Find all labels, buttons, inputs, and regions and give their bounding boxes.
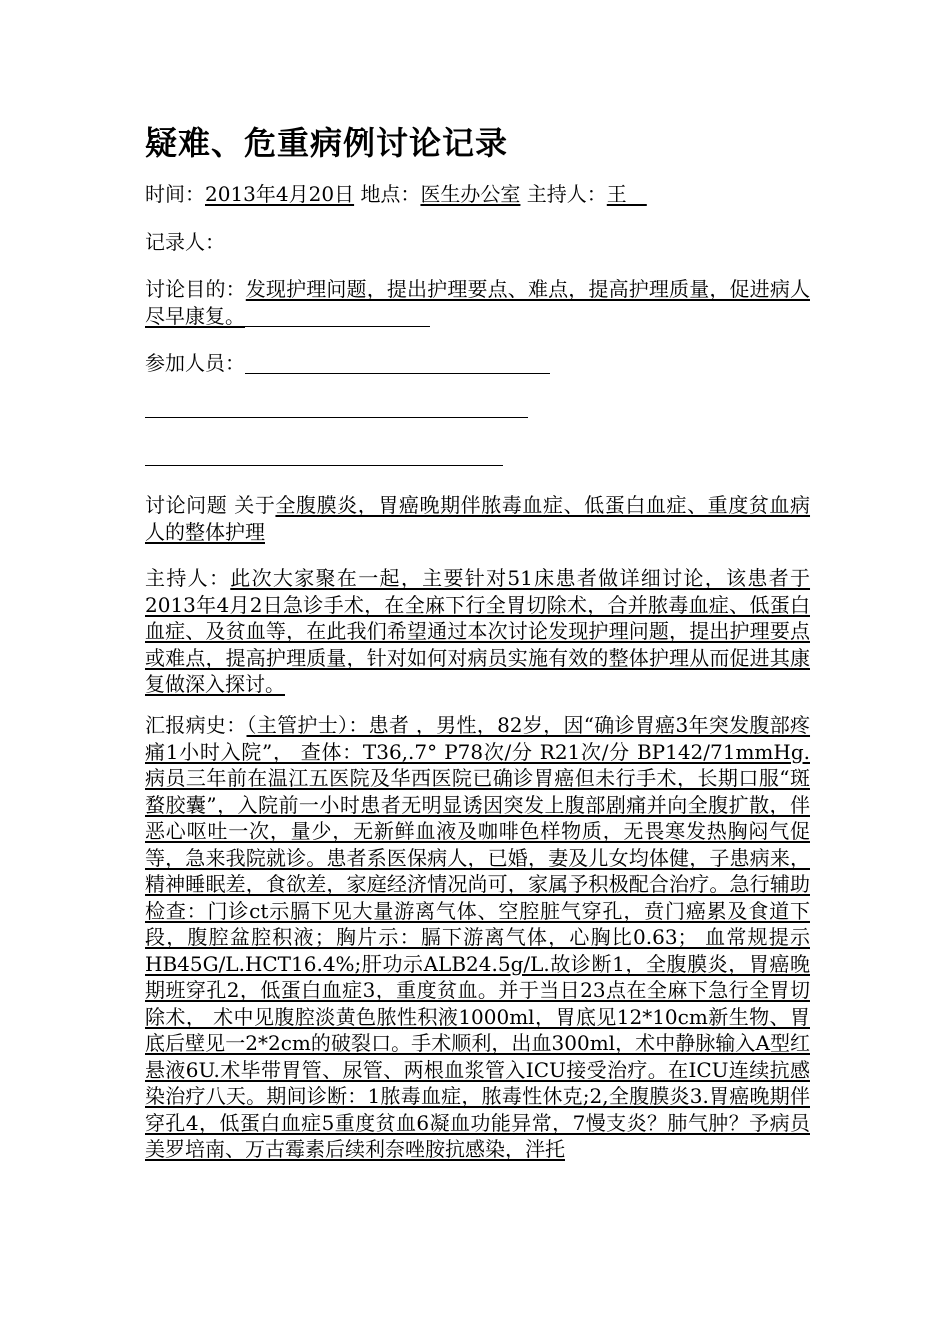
place-value: 医生办公室 (420, 182, 521, 206)
participants-blank-3 (145, 465, 503, 466)
participants-blank-2 (145, 417, 528, 418)
participants-blank-1 (245, 372, 550, 374)
recorder-label: 记录人： (145, 230, 225, 254)
host-speech-text: 此次大家聚在一起，主要针对51床患者做详细讨论，该患者于2013年4月2日急诊手术，在全麻下行全胃切除术，合并脓毒血症、低蛋白血症、及贫血等，在此我们希望通过本次讨论发现护理问题，提出护理要点或难点，提高护理质量，针对如何对病员实施有效的整体护理从而促进其康复做深入探讨。 (145, 566, 811, 696)
recorder-line (145, 229, 225, 256)
purpose-paragraph (145, 276, 810, 329)
place-label: 地点： (360, 182, 421, 206)
participants-line (145, 350, 550, 377)
page-title: 疑难、危重病例讨论记录 (145, 124, 509, 162)
topic-paragraph (145, 492, 810, 545)
purpose-fill-line (245, 325, 430, 327)
history-label: 汇报病史： (145, 713, 247, 737)
host-speech-paragraph (145, 565, 810, 698)
participants-label: 参加人员： (145, 351, 245, 375)
time-value: 2013年4月20日 (205, 182, 355, 206)
purpose-label: 讨论目的： (145, 277, 246, 301)
host-label: 主持人： (526, 182, 607, 206)
purpose-text: 发现护理问题，提出护理要点、难点，提高护理质量，促进病人尽早康复。 (145, 277, 810, 328)
meta-line (145, 181, 647, 208)
time-label: 时间： (145, 182, 205, 206)
history-text: （主管护士）：患者 ，男性，82岁，因“确诊胃癌3年突发腹部疼痛1小时入院”， 查体：T36,.7° P78次/分 R21次/分 BP142/71mmHg.病员三年前在温江五医院及华西医院已确诊胃癌但未行手术，长期口服“斑蝥胶囊”，入院前一小时患者无明显诱因突发上腹部剧痛并向全腹扩散，伴恶心呕吐一次，量少，无新鲜血液及咖啡色样物质，无畏寒发热胸闷气促等，急来我院就诊。患者系医保病人，已婚，妻及儿女均体健，子患病来，精神睡眠差，食欲差，家庭经济情况尚可，家属予积极配合治疗。急行辅助检查：门诊ct示膈下见大量游离气体、空腔脏气穿孔，贲门癌累及食道下段，腹腔盆腔积液；胸片示：膈下游离气体，心胸比0.63； 血常规提示HB45G/L.HCT16.4%;肝功示ALB24.5g/L.故诊断1，全腹膜炎，胃癌晚期班穿孔2，低蛋白血症3，重度贫血。并于当日23点在全麻下急行全胃切除术， 术中见腹腔淡黄色脓性积液1000ml，胃底见12*10cm新生物、胃底后壁见一2*2cm的破裂口。手术顺利，出血300ml，术中静脉输入A型红悬液6U.术毕带胃管、尿管、两根血浆管入ICU接受治疗。在ICU连续抗感染治疗八天。期间诊断：1脓毒血症，脓毒性休克;2,全腹膜炎3.胃癌晚期伴穿孔4，低蛋白血症5重度贫血6凝血功能异常，7慢支炎？肺气肿？予病员美罗培南、万古霉素后续利奈唑胺抗感染，泮托 (145, 713, 811, 1161)
topic-label: 讨论问题 关于 (145, 493, 276, 517)
host-speech-label: 主持人： (145, 566, 231, 590)
host-value: 王 (606, 182, 647, 206)
topic-text: 全腹膜炎，胃癌晚期伴脓毒血症、低蛋白血症、重度贫血病人的整体护理 (145, 493, 811, 544)
history-paragraph (145, 712, 810, 1163)
